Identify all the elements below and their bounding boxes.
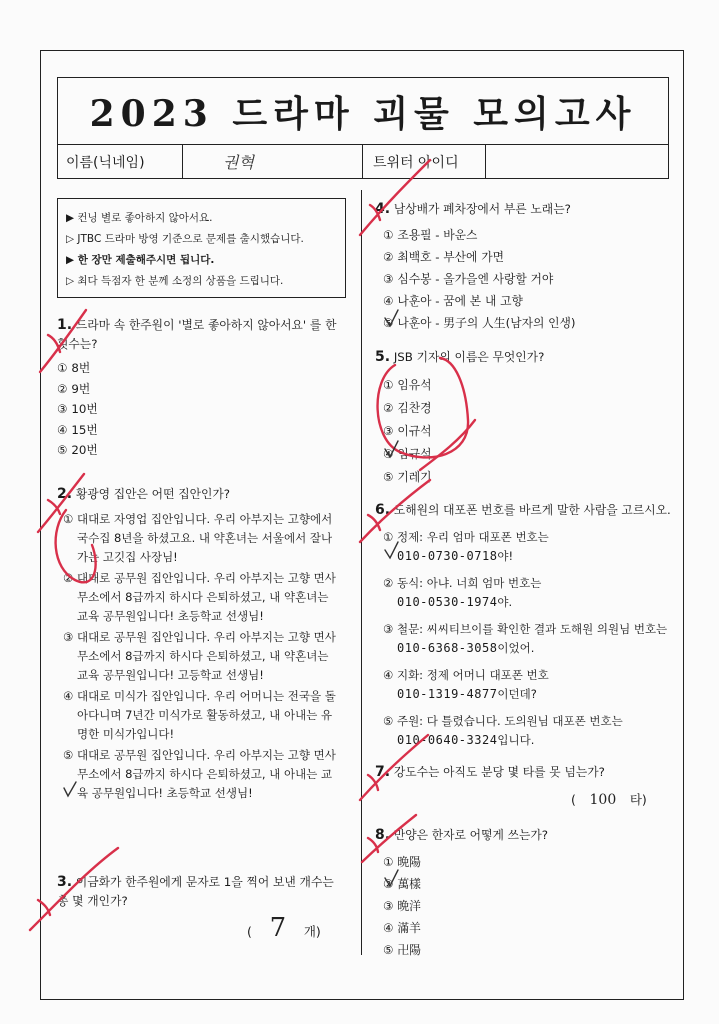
notice-item: ▷ JTBC 드라마 방영 기준으로 문제를 출시했습니다. — [66, 233, 304, 245]
exam-title: 2023 드라마 괴물 모의고사 — [89, 92, 637, 135]
handwritten-answer: 7 — [269, 913, 287, 943]
option[interactable]: ④ 임규석 — [383, 447, 432, 461]
option[interactable]: ⑤ 대대로 공무원 집안입니다. 우리 아부지는 고향 면사무소에서 8급까지 하시다 은퇴하셨고, 내 아내는 교육 공무원입니다! 초등학교 선생님! — [63, 748, 336, 800]
option[interactable]: ④ 15번 — [57, 422, 98, 437]
question-7 — [375, 763, 675, 810]
question-3 — [57, 873, 347, 941]
name-value: 권혁 — [223, 153, 254, 172]
option[interactable]: ④ 滿羊 — [383, 921, 421, 935]
option[interactable]: ⑤ 주원: 다 틀렸습니다. 도의원님 대포폰 번호는 010-0640-3324입니다. — [383, 714, 623, 747]
answer-blank[interactable]: ( 100 타) — [571, 792, 647, 808]
question-5 — [375, 348, 675, 489]
option[interactable]: ② 대대로 공무원 집안입니다. 우리 아부지는 고향 면사무소에서 8급까지 하시다 은퇴하셨고, 내 약혼녀는 교육 공무원입니다! 초등학교 선생님! — [63, 571, 336, 623]
option[interactable]: ③ 심수봉 - 올가을엔 사랑할 거야 — [383, 272, 554, 286]
question-2 — [57, 485, 339, 803]
question-8-text: 8. 만양은 한자로 어떻게 쓰는가? — [375, 827, 549, 843]
option[interactable]: ③ 대대로 공무원 집안입니다. 우리 아부지는 고향 면사무소에서 8급까지 하시다 은퇴하셨고, 내 약혼녀는 교육 공무원입니다! 고등학교 선생님! — [63, 630, 336, 682]
question-7-text: 7. 강도수는 아직도 분당 몇 타를 못 넘는가? — [375, 764, 605, 780]
question-1 — [57, 316, 347, 461]
option[interactable]: ④ 대대로 미식가 집안입니다. 우리 어머니는 전국을 돌아다니며 7년간 미식가로 활동하셨고, 내 아내는 유명한 미식가입니다! — [63, 689, 336, 741]
option[interactable]: ⑤ 20번 — [57, 443, 98, 457]
column-divider — [361, 190, 362, 955]
option[interactable]: ② 9번 — [57, 381, 91, 396]
question-6 — [375, 500, 675, 750]
option[interactable]: ② 萬樣 — [383, 877, 421, 891]
option[interactable]: ② 김찬경 — [383, 401, 432, 415]
question-2-text: 2. 황광영 집안은 어떤 집안인가? — [57, 486, 231, 502]
option[interactable]: ③ 10번 — [57, 402, 98, 416]
notice-item: ▶ 컨닝 별로 좋아하지 않아서요. — [66, 212, 213, 224]
notice-item: ▶ 한 장만 제출해주시면 됩니다. — [66, 254, 215, 266]
option[interactable]: ⑤ 나훈아 - 男子의 人生(남자의 인생) — [383, 316, 576, 330]
name-value-cell — [183, 145, 363, 178]
answer-blank[interactable]: ( 7 개) — [247, 913, 321, 943]
twitter-label: 트위터 아이디 — [363, 145, 486, 178]
question-5-text: 5. JSB 기자의 이름은 무엇인가? — [375, 349, 545, 365]
option[interactable]: ① 조용필 - 바운스 — [383, 228, 478, 242]
title-box — [57, 77, 669, 145]
option[interactable]: ① 임유석 — [383, 378, 432, 392]
question-3-text: 3. 이금화가 한주원에게 문자로 1을 찍어 보낸 개수는 총 몇 개인가? — [57, 874, 334, 908]
option[interactable]: ④ 지화: 정제 어머니 대포폰 번호 010-1319-4877이던데? — [383, 668, 549, 701]
option[interactable]: ① 정제: 우리 엄마 대포폰 번호는 010-0730-0718야! — [383, 530, 549, 563]
info-row — [57, 145, 669, 179]
question-4-text: 4. 남상배가 폐차장에서 부른 노래는? — [375, 201, 571, 217]
option[interactable]: ① 대대로 자영업 집안입니다. 우리 아부지는 고향에서 국수집 8년을 하셨고요. 내 약혼녀는 서울에서 잘나가는 고깃집 사장님! — [63, 512, 333, 564]
option[interactable]: ④ 나훈아 - 꿈에 본 내 고향 — [383, 294, 523, 308]
question-6-text: 6. 도해원의 대포폰 번호를 바르게 말한 사람을 고르시오. — [375, 502, 671, 518]
option[interactable]: ③ 晩洋 — [383, 899, 421, 913]
name-label: 이름(닉네임) — [58, 145, 183, 178]
question-1-text: 1. 드라마 속 한주원이 '별로 좋아하지 않아서요' 를 한 횟수는? — [57, 317, 337, 351]
question-4 — [375, 200, 675, 334]
handwritten-answer: 100 — [589, 792, 617, 808]
option[interactable]: ② 최백호 - 부산에 가면 — [383, 250, 504, 264]
option[interactable]: ② 동식: 아냐. 너희 엄마 번호는 010-0530-1974야. — [383, 576, 542, 609]
option[interactable]: ① 晩陽 — [383, 855, 421, 869]
notice-box — [57, 198, 346, 298]
question-8 — [375, 826, 675, 961]
twitter-value — [486, 145, 668, 178]
option[interactable]: ① 8번 — [57, 361, 91, 375]
option[interactable]: ③ 이규석 — [383, 424, 432, 438]
option[interactable]: ⑤ 기레기 — [383, 470, 432, 484]
option[interactable]: ③ 철문: 씨씨티브이를 확인한 결과 도해원 의원님 번호는 010-6368-3058이었어. — [383, 622, 668, 655]
notice-item: ▷ 최다 득점자 한 분께 소정의 상품을 드립니다. — [66, 275, 284, 287]
option[interactable]: ⑤ 卍陽 — [383, 943, 421, 957]
